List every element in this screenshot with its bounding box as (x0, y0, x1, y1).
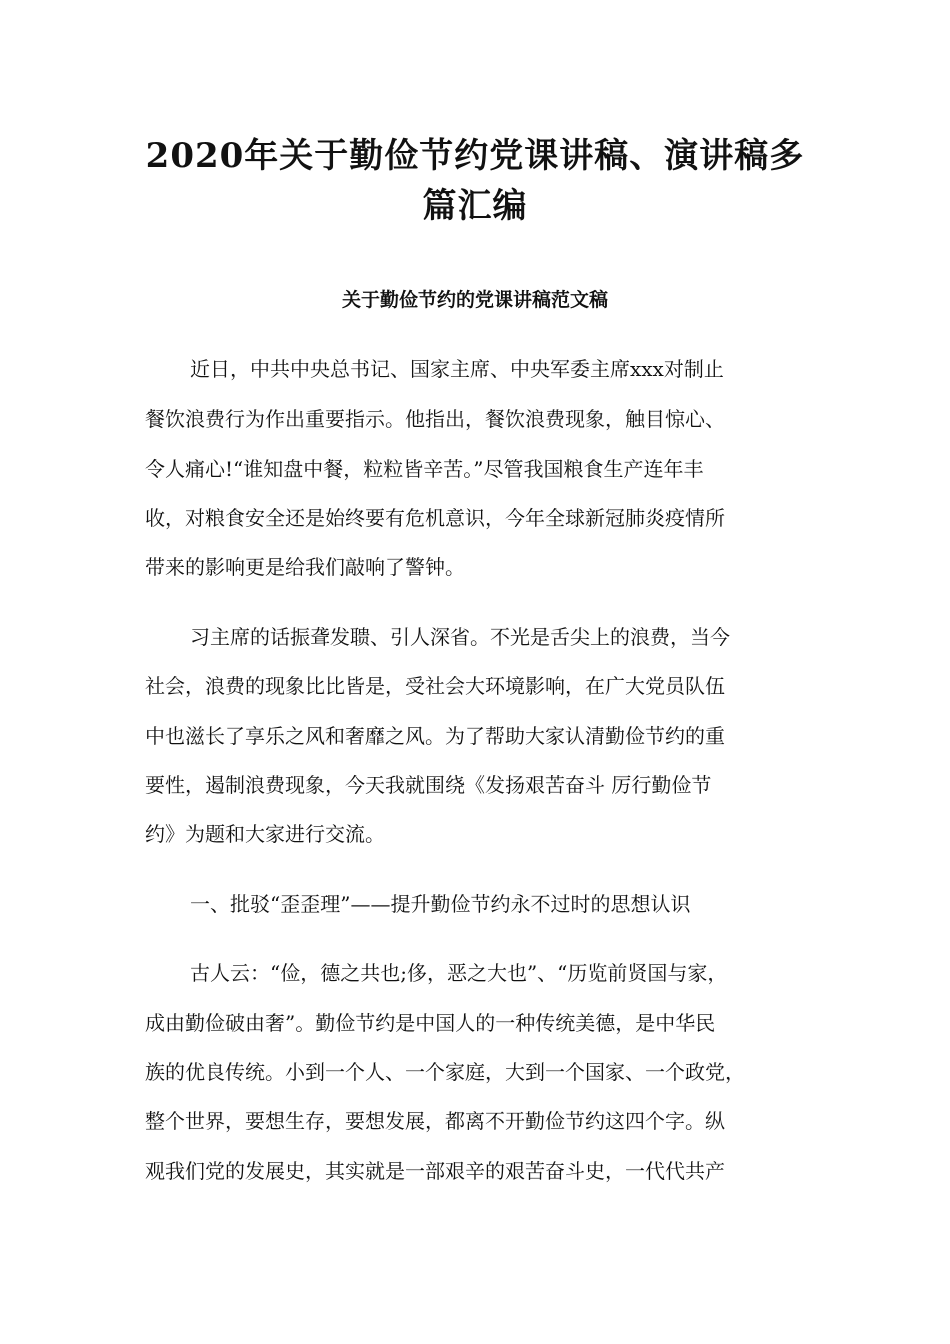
paragraph-3-line-5: 观我们党的发展史，其实就是一部艰辛的艰苦奋斗史，一代代共产 (145, 1159, 725, 1183)
paragraph-1-line-4: 收，对粮食安全还是始终要有危机意识，今年全球新冠肺炎疫情所 (145, 506, 725, 530)
paragraph-1-line-2: 餐饮浪费行为作出重要指示。他指出，餐饮浪费现象，触目惊心、 (145, 407, 725, 431)
paragraph-2-line-1: 习主席的话振聋发聩、引人深省。不光是舌尖上的浪费，当今 (190, 625, 730, 649)
paragraph-3-line-1: 古人云：“俭，德之共也;侈，恶之大也”、“历览前贤国与家， (190, 961, 728, 985)
paragraph-1-line-3: 令人痛心!“谁知盘中餐，粒粒皆辛苦。”尽管我国粮食生产连年丰 (145, 457, 704, 481)
document-subtitle: 关于勤俭节约的党课讲稿范文稿 (341, 289, 608, 311)
section-heading-1: 一、批驳“歪歪理”——提升勤俭节约永不过时的思想认识 (190, 892, 691, 916)
paragraph-2-line-2: 社会，浪费的现象比比皆是，受社会大环境影响，在广大党员队伍 (145, 674, 725, 698)
paragraph-2-line-5: 约》为题和大家进行交流。 (145, 822, 385, 846)
paragraph-3-line-2: 成由勤俭破由奢”。勤俭节约是中国人的一种传统美德，是中华民 (145, 1011, 716, 1035)
paragraph-1-line-5: 带来的影响更是给我们敲响了警钟。 (145, 555, 465, 579)
document-title-line-1: 2020年关于勤俭节约党课讲稿、演讲稿多 (145, 136, 805, 176)
paragraph-2-line-4: 要性，遏制浪费现象，今天我就围绕《发扬艰苦奋斗 厉行勤俭节 (145, 773, 712, 797)
paragraph-1-line-1: 近日，中共中央总书记、国家主席、中央军委主席xxx对制止 (190, 357, 724, 381)
document-title-line-2: 篇汇编 (422, 186, 528, 226)
paragraph-2-line-3: 中也滋长了享乐之风和奢靡之风。为了帮助大家认清勤俭节约的重 (145, 724, 725, 748)
paragraph-3-line-4: 整个世界，要想生存，要想发展，都离不开勤俭节约这四个字。纵 (145, 1109, 725, 1133)
paragraph-3-line-3: 族的优良传统。小到一个人、一个家庭，大到一个国家、一个政党， (145, 1060, 745, 1084)
